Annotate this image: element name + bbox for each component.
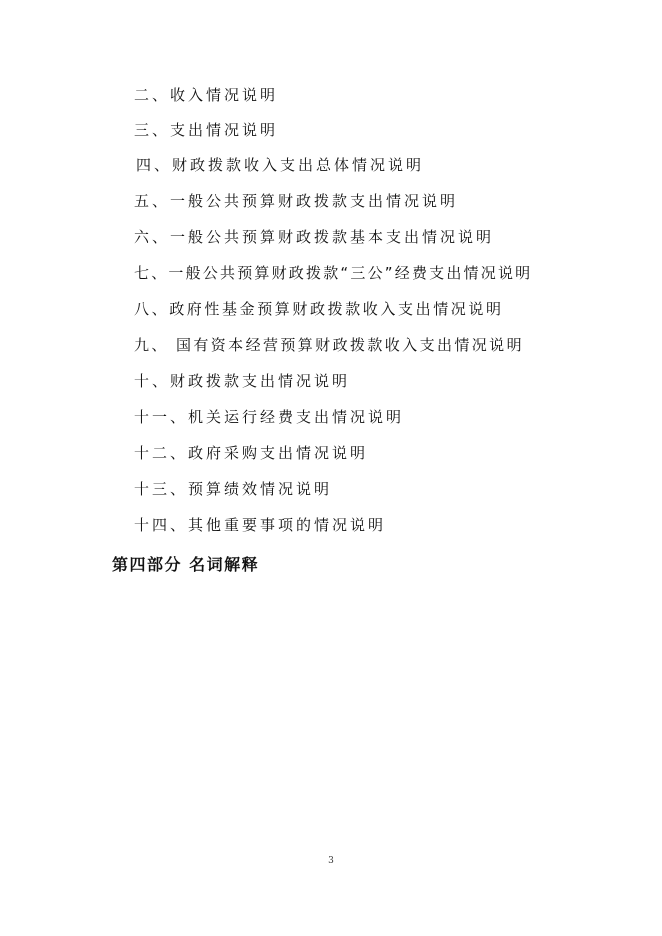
toc-item-8: 八、政府性基金预算财政拨款收入支出情况说明 xyxy=(134,300,504,318)
toc-item-6: 六、一般公共预算财政拨款基本支出情况说明 xyxy=(134,228,495,246)
toc-item-2: 二、收入情况说明 xyxy=(134,86,279,104)
toc-item-11: 十一、机关运行经费支出情况说明 xyxy=(134,408,405,426)
toc-item-13: 十三、预算绩效情况说明 xyxy=(134,480,333,498)
toc-item-14: 十四、其他重要事项的情况说明 xyxy=(134,516,387,534)
toc-item-9: 九、 国有资本经营预算财政拨款收入支出情况说明 xyxy=(134,336,524,354)
toc-item-10: 十、财政拨款支出情况说明 xyxy=(134,372,351,390)
toc-item-4: 四、财政拨款收入支出总体情况说明 xyxy=(136,156,425,174)
page-number: 3 xyxy=(328,856,334,866)
toc-item-12: 十二、政府采购支出情况说明 xyxy=(134,444,369,462)
toc-item-3: 三、支出情况说明 xyxy=(134,121,279,139)
section-heading: 第四部分 名词解释 xyxy=(112,555,260,574)
toc-item-5: 五、一般公共预算财政拨款支出情况说明 xyxy=(134,192,459,210)
toc-item-7: 七、一般公共预算财政拨款“三公”经费支出情况说明 xyxy=(134,264,533,282)
